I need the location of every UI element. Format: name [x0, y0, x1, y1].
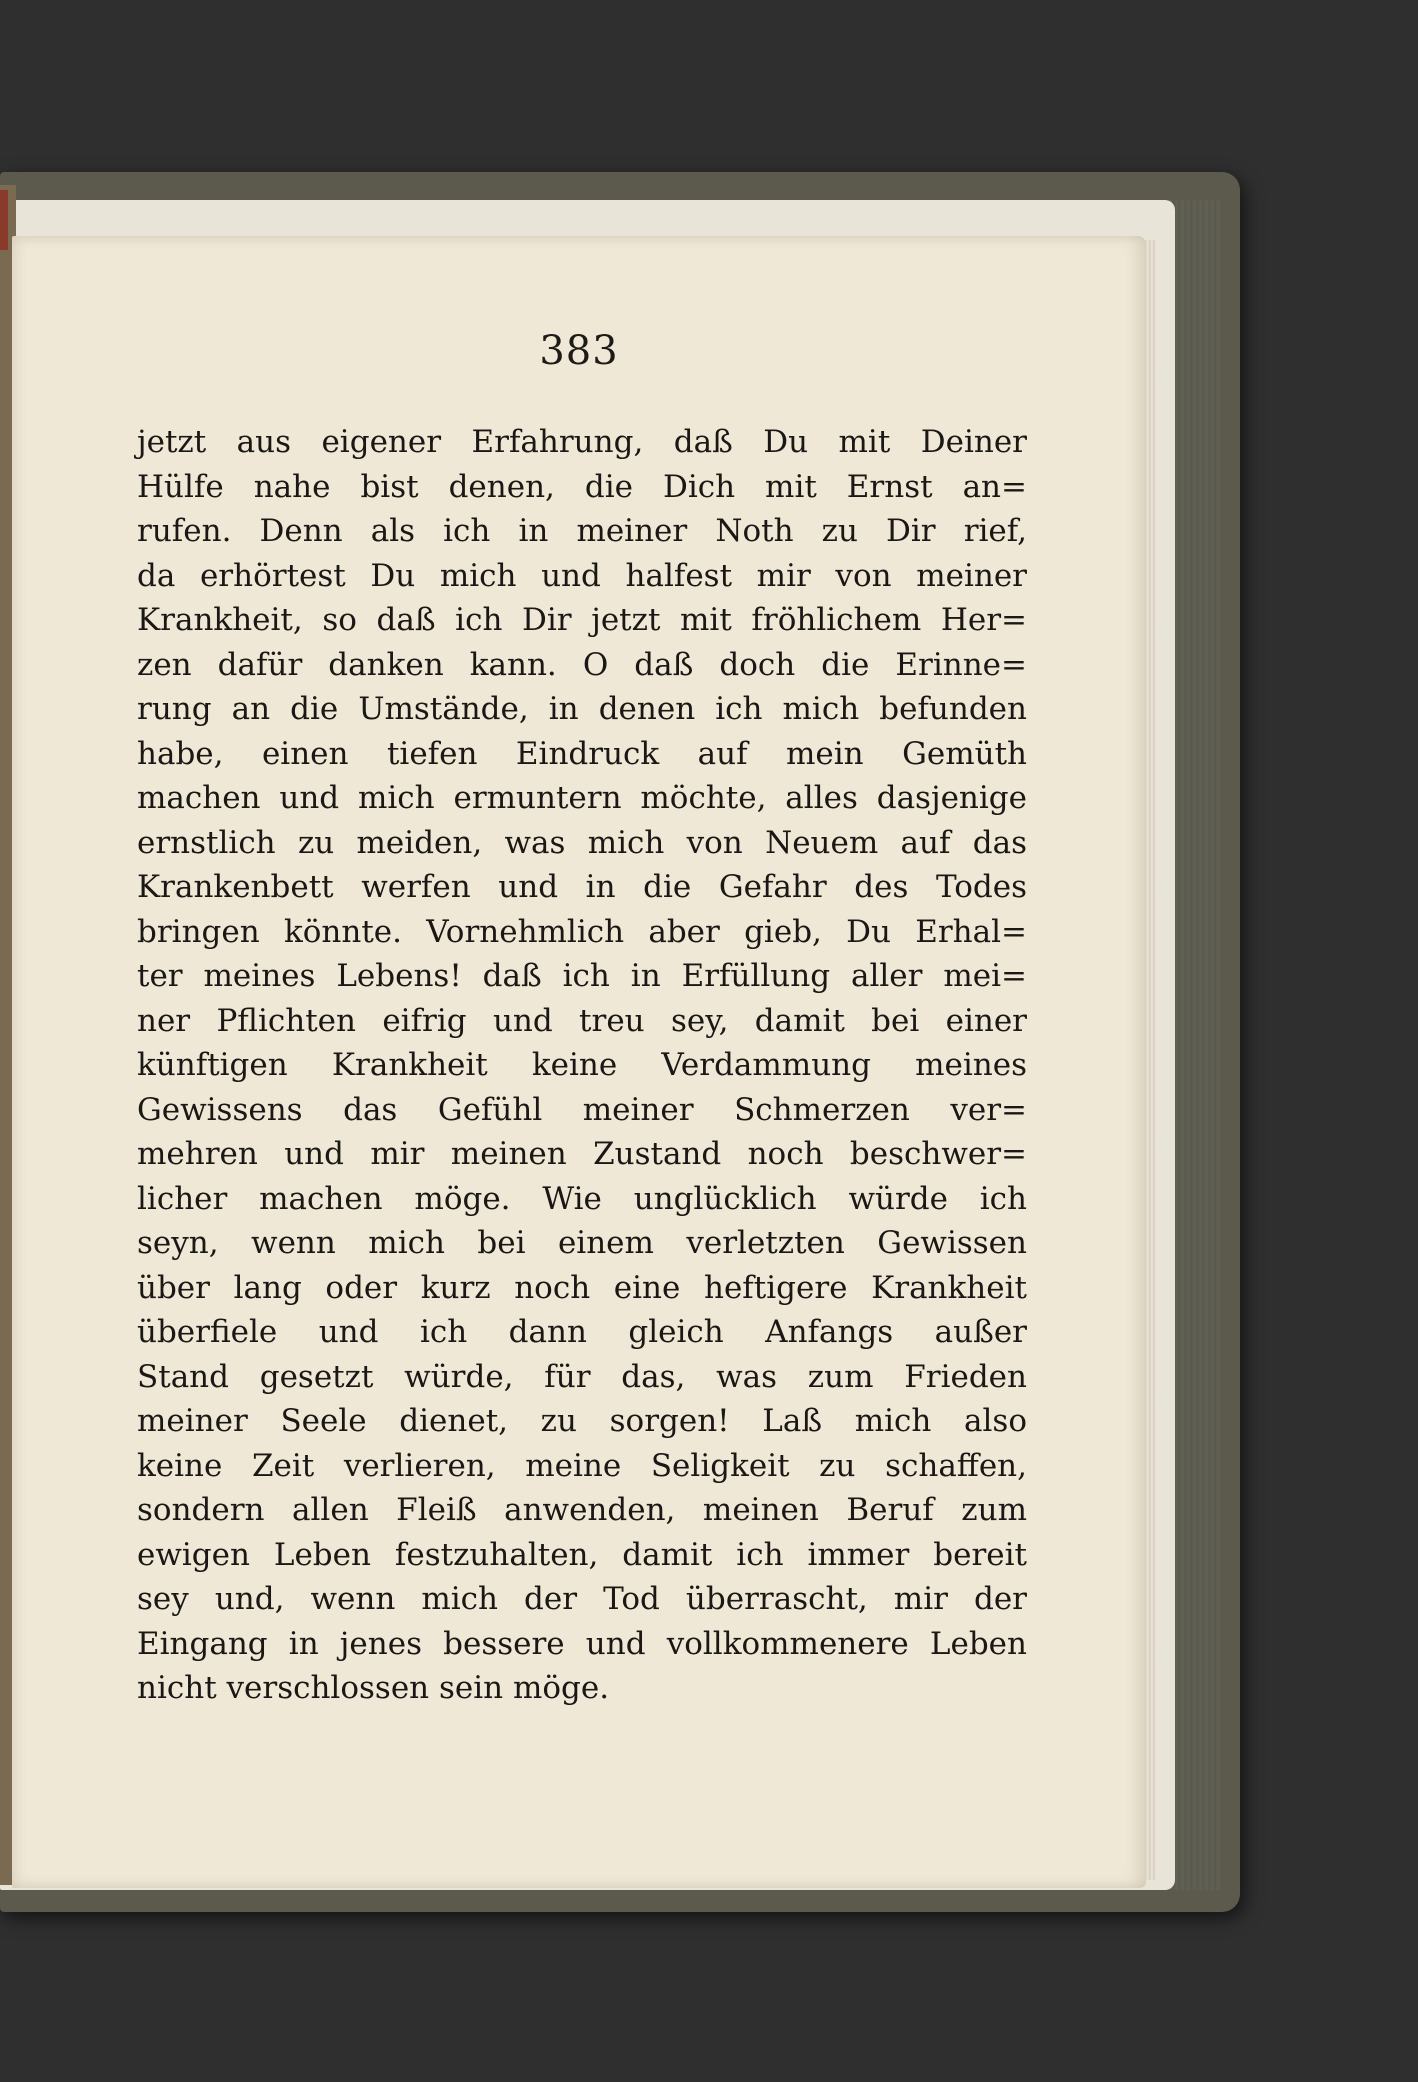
text-line: sey und, wenn mich der Tod überrascht, mir der	[137, 1581, 1027, 1617]
text-line: Hülfe nahe bist denen, die Dich mit Ernst an=	[137, 468, 1027, 505]
text-line: habe, einen tiefen Eindruck auf mein Gemüth	[137, 735, 1027, 772]
body-text	[137, 420, 1027, 1711]
text-line: seyn, wenn mich bei einem verletzten Gewissen	[137, 1225, 1027, 1261]
text-line: Eingang in jenes bessere und vollkommenere Leben	[137, 1625, 1027, 1662]
text-line: Gewissens das Gefühl meiner Schmerzen ver=	[137, 1091, 1027, 1128]
text-line: rufen. Denn als ich in meiner Noth zu Dir rief,	[137, 513, 1027, 549]
text-line: rung an die Umstände, in denen ich mich befunden	[137, 691, 1027, 727]
text-line: licher machen möge. Wie unglücklich würde ich	[137, 1180, 1027, 1217]
text-line: über lang oder kurz noch eine heftigere Krankheit	[137, 1269, 1027, 1306]
text-line: bringen könnte. Vornehmlich aber gieb, Du Erhal=	[137, 913, 1027, 950]
text-line: zen dafür danken kann. O daß doch die Erinne=	[137, 646, 1027, 683]
page-number: 383	[539, 328, 619, 374]
text-line: ter meines Lebens! daß ich in Erfüllung aller mei=	[137, 958, 1027, 994]
text-line: Stand gesetzt würde, für das, was zum Frieden	[137, 1358, 1027, 1395]
text-line: da erhörtest Du mich und halfest mir von meiner	[137, 557, 1027, 594]
text-line: keine Zeit verlieren, meine Seligkeit zu schaffen,	[137, 1447, 1027, 1484]
text-line: überfiele und ich dann gleich Anfangs außer	[137, 1314, 1027, 1350]
text-line: nicht verschlossen sein möge.	[137, 1670, 610, 1706]
book-page	[12, 236, 1146, 1888]
text-line: Krankenbett werfen und in die Gefahr des Todes	[137, 869, 1027, 905]
text-line: ner Pflichten eifrig und treu sey, damit bei einer	[137, 1002, 1027, 1039]
bookmark-ribbon	[0, 190, 8, 250]
text-line: Krankheit, so daß ich Dir jetzt mit fröhlichem Her=	[137, 602, 1027, 638]
text-line: künftigen Krankheit keine Verdammung meines	[137, 1047, 1027, 1083]
text-line: mehren und mir meinen Zustand noch beschwer=	[137, 1136, 1027, 1172]
text-line: jetzt aus eigener Erfahrung, daß Du mit Deiner	[137, 424, 1027, 460]
text-line: sondern allen Fleiß anwenden, meinen Beruf zum	[137, 1492, 1027, 1528]
text-line: ewigen Leben festzuhalten, damit ich immer bereit	[137, 1536, 1027, 1573]
text-line: machen und mich ermuntern möchte, alles dasjenige	[137, 780, 1027, 816]
text-line: ernstlich zu meiden, was mich von Neuem auf das	[137, 824, 1027, 861]
text-line: meiner Seele dienet, zu sorgen! Laß mich also	[137, 1403, 1027, 1439]
